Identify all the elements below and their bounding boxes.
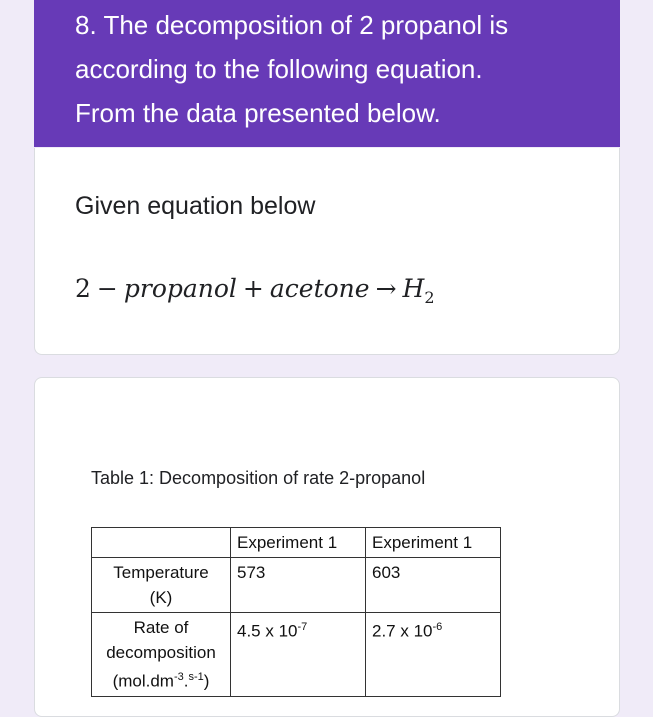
row-label-line: decomposition (106, 643, 216, 662)
table-row (92, 558, 501, 613)
cell-value: 4.5 x 10 (237, 621, 298, 641)
equation-product: H (402, 274, 425, 303)
row-label-line: (K) (149, 588, 173, 607)
equation-arrow: → (375, 274, 397, 303)
equation-reactant-propanol: propanol (123, 274, 237, 303)
cell-exponent: -7 (297, 621, 308, 633)
table-cell (366, 558, 501, 613)
cell-value: 573 (237, 563, 266, 582)
unit-close: ) (203, 671, 210, 691)
cell-exponent: -6 (432, 621, 443, 633)
table-cell (231, 613, 366, 697)
row-label-line: Temperature (113, 563, 209, 582)
table-cell (231, 558, 366, 613)
table-header-row (92, 528, 501, 558)
unit-exponent: -3 (173, 671, 184, 683)
row-label-line: Rate of (133, 618, 189, 637)
decomposition-data-table (91, 527, 501, 697)
table-cell (366, 613, 501, 697)
unit-dot: . (183, 671, 189, 691)
equation-product-subscript: 2 (424, 288, 435, 307)
equation-minus: − (96, 274, 118, 303)
question-title-line-2: according to the following equation. (75, 54, 483, 84)
row-label-rate (92, 613, 231, 697)
row-label-unit: (mol.dm (112, 671, 174, 691)
column-header-experiment-b: Experiment 1 (366, 528, 501, 558)
question-title-line-1: 8. The decomposition of 2 propanol is (75, 10, 509, 40)
cell-value: 603 (372, 563, 401, 582)
equation-plus: + (242, 274, 264, 303)
table-row (92, 613, 501, 697)
chemical-equation (75, 274, 435, 307)
unit-exponent: s-1 (188, 671, 204, 683)
table-caption: Table 1: Decomposition of rate 2-propanol (91, 468, 426, 488)
equation-coefficient: 2 (75, 274, 91, 303)
table-card (34, 377, 620, 717)
row-label-temperature (92, 558, 231, 613)
column-header-experiment-a: Experiment 1 (231, 528, 366, 558)
equation-card (34, 148, 620, 355)
given-equation-label: Given equation below (75, 192, 316, 220)
equation-reactant-acetone: acetone (269, 274, 370, 303)
cell-value: 2.7 x 10 (372, 621, 433, 641)
question-header (34, 0, 620, 147)
table-corner-cell (92, 528, 231, 558)
question-title-line-3: From the data presented below. (75, 98, 441, 128)
